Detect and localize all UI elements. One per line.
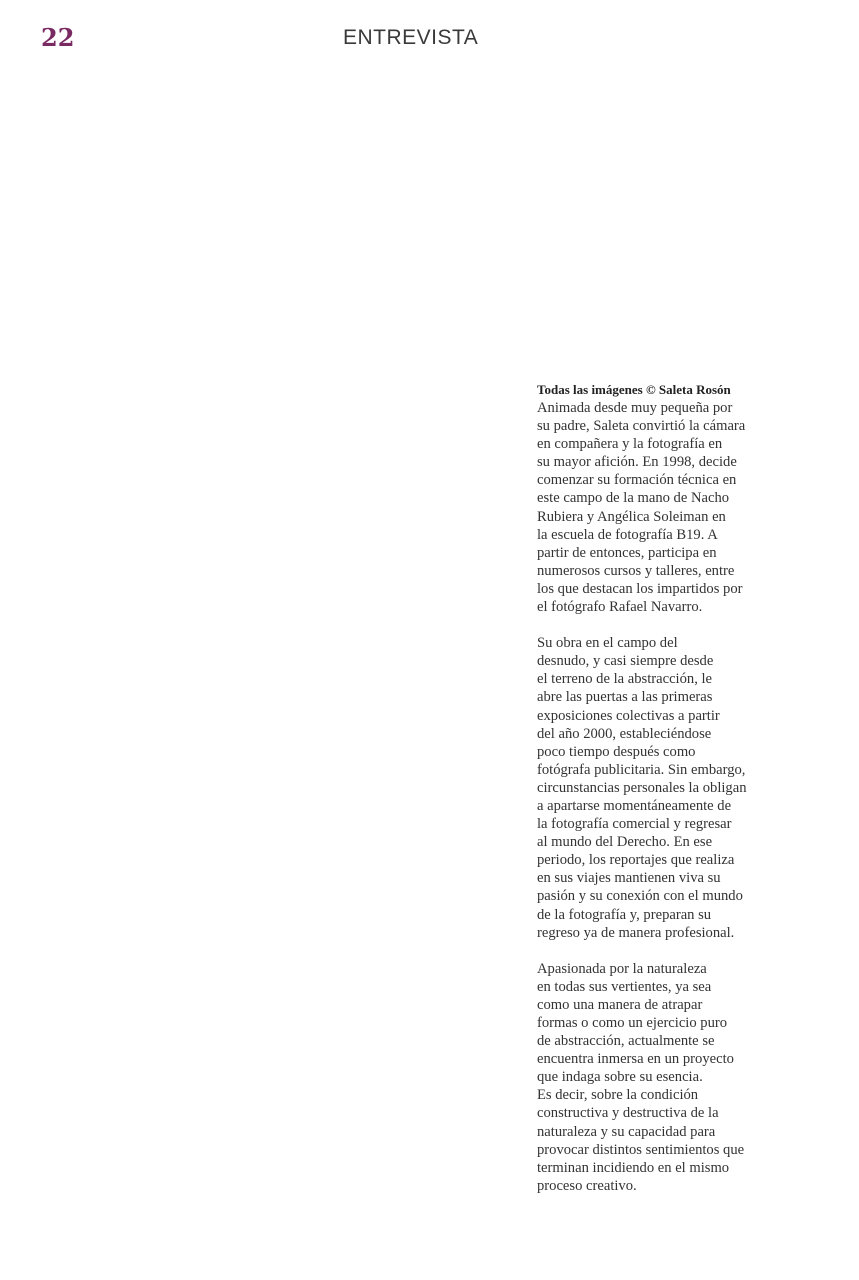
text-line: constructiva y destructiva de la	[537, 1105, 719, 1122]
text-line: Animada desde muy pequeña por	[537, 400, 733, 416]
text-line: encuentra inmersa en un proyecto	[537, 1051, 734, 1068]
text-line: proceso creativo.	[537, 1177, 637, 1194]
text-line: en todas sus vertientes, ya sea	[537, 978, 712, 995]
text-line: Es decir, sobre la condición	[537, 1087, 699, 1104]
text-line: en compañera y la fotografía en	[537, 436, 723, 453]
text-line: de abstracción, actualmente se	[537, 1033, 715, 1050]
text-line: su mayor afición. En 1998, decide	[537, 454, 737, 471]
text-line: pasión y su conexión con el mundo	[537, 888, 743, 905]
text-line: partir de entonces, participa en	[537, 544, 717, 561]
text-line: del año 2000, estableciéndose	[537, 725, 712, 742]
text-line: de la fotografía y, preparan su	[537, 906, 712, 923]
text-line: los que destacan los impartidos por	[537, 580, 743, 597]
text-line: la fotografía comercial y regresar	[537, 816, 732, 833]
text-line: naturaleza y su capacidad para	[537, 1123, 716, 1140]
text-line: exposiciones colectivas a partir	[537, 707, 720, 724]
page-number: 22	[41, 23, 75, 52]
text-line: fotógrafa publicitaria. Sin embargo,	[537, 761, 746, 778]
text-line: Apasionada por la naturaleza	[537, 960, 707, 977]
text-line: este campo de la mano de Nacho	[537, 490, 730, 507]
paragraph-3	[537, 960, 777, 1195]
text-line: poco tiempo después como	[537, 743, 696, 760]
text-line: desnudo, y casi siempre desde	[537, 653, 714, 670]
text-line: periodo, los reportajes que realiza	[537, 852, 735, 869]
text-line: abre las puertas a las primeras	[537, 689, 713, 706]
text-line: como una manera de atrapar	[537, 996, 703, 1013]
text-line: formas o como un ejercicio puro	[537, 1015, 728, 1031]
text-line: comenzar su formación técnica en	[537, 472, 737, 489]
text-line: regreso ya de manera profesional.	[537, 924, 735, 941]
text-line: su padre, Saleta convirtió la cámara	[537, 418, 746, 435]
text-line: al mundo del Derecho. En ese	[537, 834, 713, 851]
text-line: Rubiera y Angélica Soleiman en	[537, 508, 726, 525]
paragraph-2	[537, 634, 777, 942]
text-line: la escuela de fotografía B19. A	[537, 526, 718, 543]
text-line: terminan incidiendo en el mismo	[537, 1159, 730, 1176]
paragraph-1	[537, 399, 777, 616]
text-line: el terreno de la abstracción, le	[537, 671, 713, 688]
text-line: el fotógrafo Rafael Navarro.	[537, 599, 703, 616]
text-line: que indaga sobre su esencia.	[537, 1069, 703, 1086]
section-title: ENTREVISTA	[343, 26, 479, 49]
text-line: Su obra en el campo del	[537, 635, 678, 652]
text-line: circunstancias personales la obligan	[537, 779, 747, 796]
text-line: a apartarse momentáneamente de	[537, 797, 732, 814]
text-line: provocar distintos sentimientos que	[537, 1141, 745, 1158]
article-body	[537, 381, 777, 1213]
text-line: numerosos cursos y talleres, entre	[537, 562, 735, 579]
text-line: en sus viajes mantienen viva su	[537, 870, 721, 887]
image-credit: Todas las imágenes © Saleta Rosón	[537, 382, 731, 397]
